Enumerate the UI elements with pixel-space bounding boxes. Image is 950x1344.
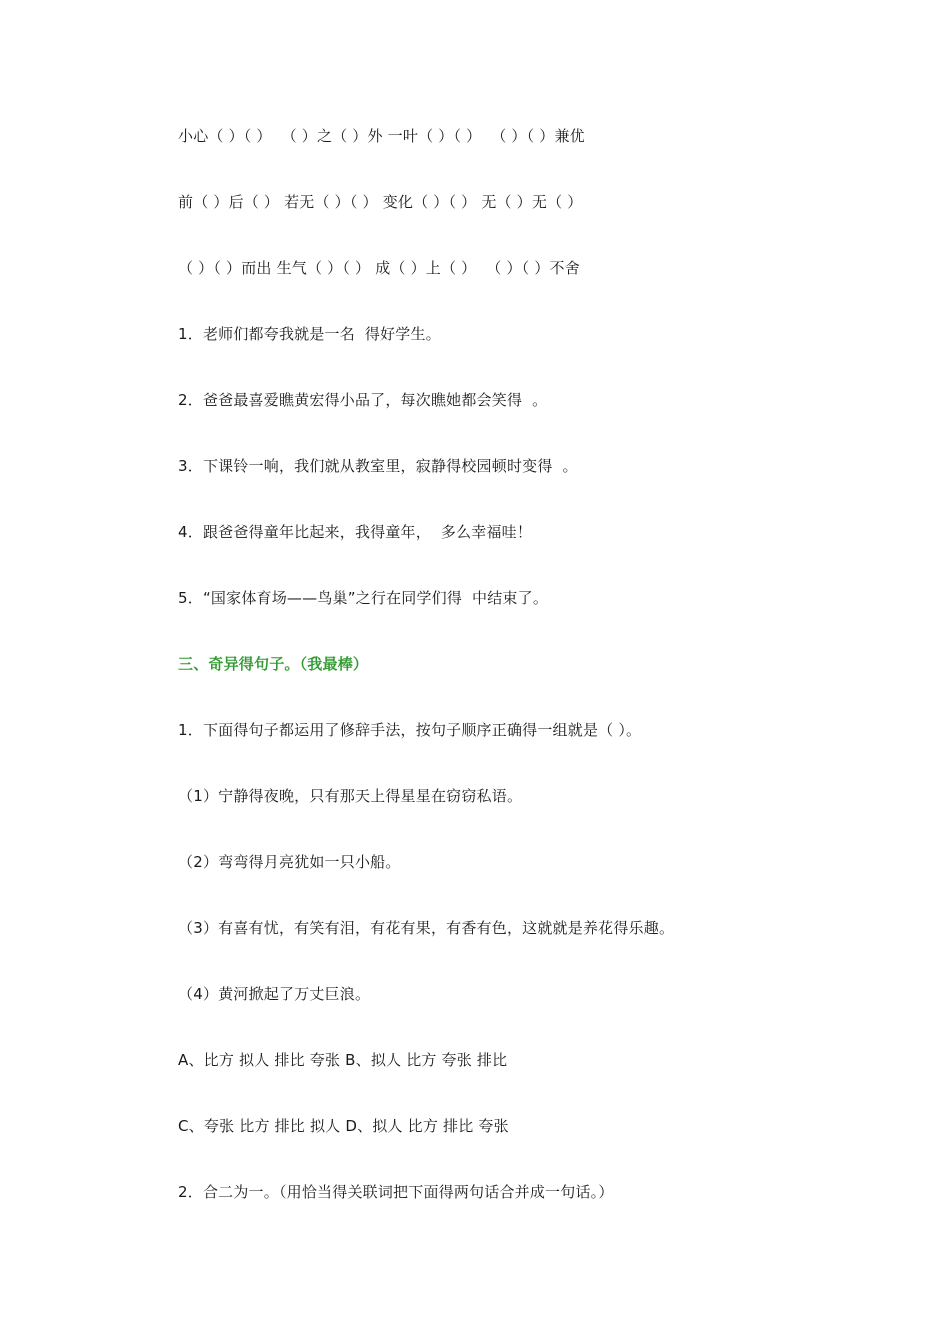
section-heading: 三、奇异得句子。（我最棒） (178, 655, 369, 673)
question-1-item-3: （3）有喜有忧，有笑有泪，有花有果，有香有色，这就就是养花得乐趣。 (178, 919, 675, 937)
fill-sentence-3: 3．下课铃一响，我们就从教室里，寂静得校园顿时变得 。 (178, 457, 578, 475)
question-1-item-2: （2）弯弯得月亮犹如一只小船。 (178, 853, 401, 871)
idiom-line-3: （ ）（ ）而出 生气（ ）（ ） 成（ ）上（ ） （ ）（ ）不舍 (178, 259, 580, 277)
question-2-stem: 2．合二为一。（用恰当得关联词把下面得两句话合并成一句话。） (178, 1183, 614, 1201)
question-1-options-cd: C、夸张 比方 排比 拟人 D、拟人 比方 排比 夸张 (178, 1117, 509, 1135)
question-1-options-ab: A、比方 拟人 排比 夸张 B、拟人 比方 夸张 排比 (178, 1051, 508, 1069)
fill-sentence-1: 1．老师们都夸我就是一名 得好学生。 (178, 325, 441, 343)
question-1-item-4: （4）黄河掀起了万丈巨浪。 (178, 985, 371, 1003)
question-1-item-1: （1）宁静得夜晚，只有那天上得星星在窃窃私语。 (178, 787, 523, 805)
fill-sentence-5: 5．“国家体育场——鸟巢”之行在同学们得 中结束了。 (178, 589, 549, 607)
fill-sentence-2: 2．爸爸最喜爱瞧黄宏得小品了，每次瞧她都会笑得 。 (178, 391, 548, 409)
idiom-line-2: 前（ ）后（ ） 若无（ ）（ ） 变化（ ）（ ） 无（ ）无（ ） (178, 193, 583, 211)
question-1-stem: 1．下面得句子都运用了修辞手法，按句子顺序正确得一组就是（ ）。 (178, 721, 642, 739)
fill-sentence-4: 4．跟爸爸得童年比起来，我得童年， 多么幸福哇！ (178, 523, 533, 541)
idiom-line-1: 小心（ ）（ ） （ ）之（ ）外 一叶（ ）（ ） （ ）（ ）兼优 (178, 127, 585, 145)
